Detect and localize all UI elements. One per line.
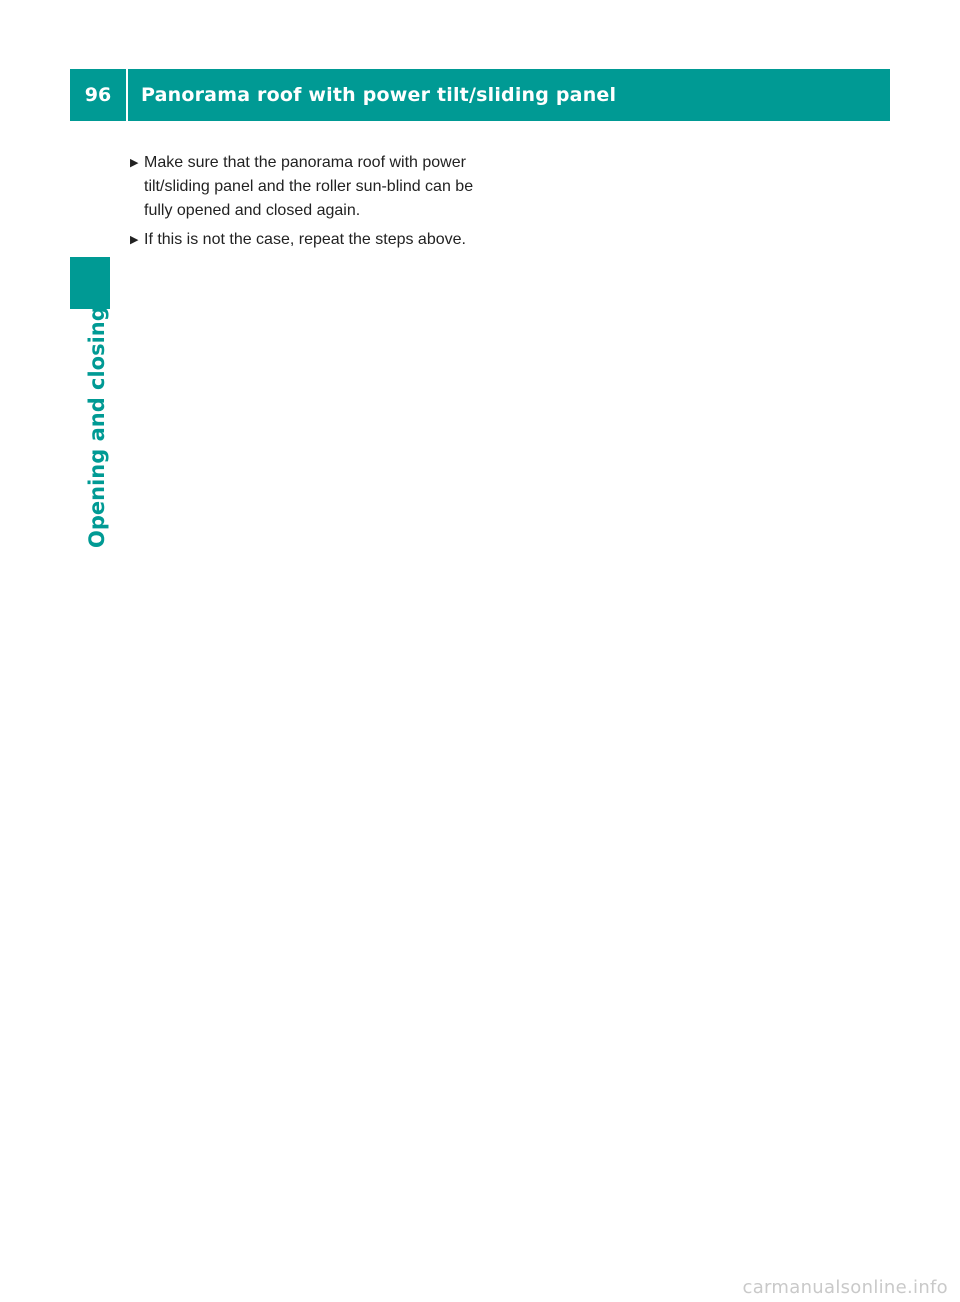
instruction-list — [130, 151, 475, 257]
page-number: 96 — [84, 84, 112, 106]
step-text: Make sure that the panorama roof with power tilt/sliding panel and the roller sun-blind can be fully opened and closed again. — [144, 154, 474, 219]
step-text: If this is not the case, repeat the steps above. — [144, 231, 466, 248]
chapter-tab-marker — [70, 257, 110, 309]
instruction-step — [130, 228, 475, 252]
watermark: carmanualsonline.info — [742, 1277, 948, 1298]
instruction-step — [130, 151, 475, 223]
step-arrow-icon: ▶ — [130, 234, 139, 246]
step-arrow-icon: ▶ — [130, 157, 139, 169]
section-title: Panorama roof with power tilt/sliding panel — [141, 84, 617, 106]
header-divider — [126, 69, 128, 121]
chapter-tab-label: Opening and closing — [85, 306, 109, 548]
page-header — [70, 69, 890, 121]
